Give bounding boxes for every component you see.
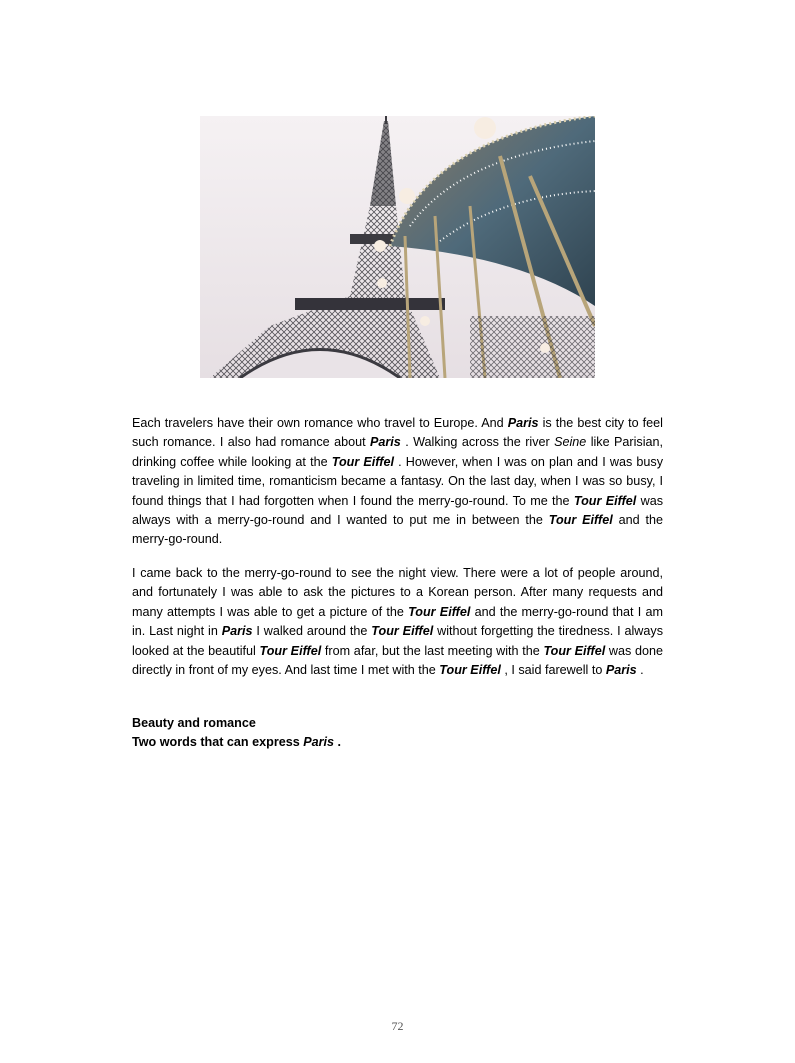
- seine-emphasis: Seine: [554, 435, 587, 450]
- tour-eiffel-emphasis: Tour Eiffel: [543, 643, 606, 658]
- tour-eiffel-emphasis: Tour Eiffel: [548, 513, 613, 528]
- p1-text-4: like Parisian, drinking coffee while looking at the: [132, 435, 663, 469]
- p1-text-6: was always with a merry-go-round and I wanted to put me in between the: [132, 493, 664, 528]
- paris-emphasis: Paris: [221, 624, 253, 639]
- paris-emphasis: Paris: [303, 735, 335, 750]
- p1-text-5: . However, when I was on plan and I was busy traveling in limited time, romanticism became a fantasy. On the last day, when I was so busy, I found things that I had forgotten when I found the merry-go-round. To me the: [132, 454, 663, 508]
- p1-text-7: and the merry-go-round.: [132, 513, 663, 547]
- paris-emphasis: Paris: [370, 435, 401, 450]
- tour-eiffel-emphasis: Tour Eiffel: [331, 454, 394, 469]
- tour-eiffel-emphasis: Tour Eiffel: [259, 643, 322, 658]
- closing-line-2-text: Two words that can express: [132, 735, 304, 750]
- p2-text-8: .: [636, 663, 644, 678]
- p2-text-1: I came back to the merry-go-round to see the night view. There were a lot of people around, and fortunately I was able to ask the pictures to a Korean person. After many requests and many attempts I was able to get a picture of the: [132, 566, 663, 619]
- p2-text-7: , I said farewell to: [500, 663, 606, 678]
- p2-text-6: was done directly in front of my eyes. And last time I met with the: [132, 643, 663, 678]
- paragraph-2: [132, 564, 663, 680]
- eiffel-carousel-photo: [200, 116, 595, 378]
- p1-text-1: Each travelers have their own romance who travel to Europe. And: [132, 416, 508, 430]
- p2-text-2: and the merry-go-round that I am in. Last night in: [132, 604, 663, 639]
- p2-text-4: without forgetting the tiredness. I always looked at the beautiful: [132, 624, 663, 658]
- closing-line-2-end: .: [334, 735, 342, 750]
- p2-text-5: from afar, but the last meeting with the: [321, 643, 544, 658]
- photo-illustration: [200, 116, 595, 378]
- tour-eiffel-emphasis: Tour Eiffel: [439, 663, 501, 678]
- paragraph-1: [132, 414, 663, 550]
- p2-text-3: I walked around the: [252, 624, 372, 639]
- p1-text-2: is the best city to feel such romance. I also had romance about: [132, 416, 663, 450]
- tour-eiffel-emphasis: Tour Eiffel: [371, 624, 434, 639]
- closing-line-1: Beauty and romance: [132, 716, 256, 730]
- paris-emphasis: Paris: [605, 663, 637, 678]
- p1-text-3: . Walking across the river: [400, 435, 555, 450]
- page-number: 72: [391, 1019, 404, 1033]
- closing-line-2: [132, 733, 663, 752]
- tour-eiffel-emphasis: Tour Eiffel: [408, 604, 471, 619]
- paris-emphasis: Paris: [507, 416, 539, 430]
- tour-eiffel-emphasis: Tour Eiffel: [573, 493, 637, 508]
- closing-lines: [132, 714, 663, 753]
